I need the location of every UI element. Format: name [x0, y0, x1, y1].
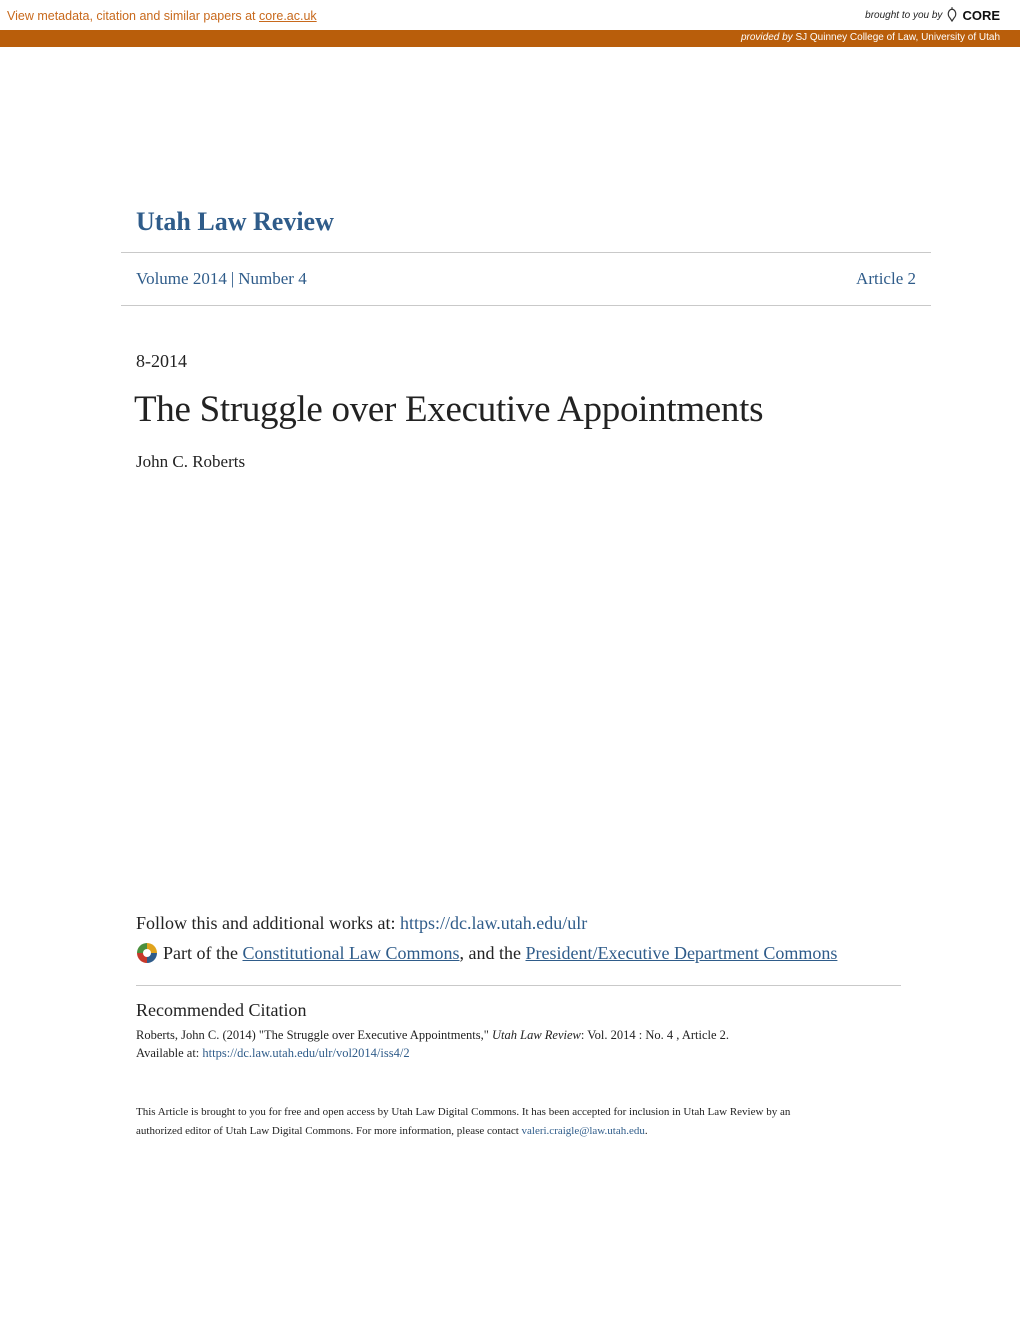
citation-journal: Utah Law Review [492, 1028, 581, 1042]
citation-text: Roberts, John C. (2014) "The Struggle over Executive Appointments," [136, 1028, 489, 1042]
president-executive-commons-link[interactable]: President/Executive Department Commons [525, 942, 838, 963]
footer-contact-text: authorized editor of Utah Law Digital Commons. For more information, please contact [136, 1125, 519, 1137]
divider-top [121, 252, 931, 253]
provided-prefix: provided by [740, 32, 793, 43]
available-label: Available at: [136, 1046, 200, 1060]
volume-separator: | [230, 269, 235, 288]
repository-url-link[interactable]: https://dc.law.utah.edu/ulr [399, 913, 588, 933]
follow-label: Follow this and additional works at: [136, 913, 396, 933]
follow-line [136, 913, 587, 934]
recommended-citation-heading: Recommended Citation [136, 1000, 307, 1020]
footer-line-2 [136, 1125, 881, 1137]
number-link[interactable]: Number 4 [238, 269, 307, 288]
network-commons-icon [136, 942, 158, 964]
core-link[interactable]: core.ac.uk [259, 9, 317, 23]
citation-line [136, 1028, 729, 1043]
and-the-label: , and the [459, 942, 521, 963]
volume-link[interactable]: Volume 2014 [136, 269, 227, 288]
divider-bottom [136, 985, 901, 986]
contact-email-link[interactable]: valeri.craigle@law.utah.edu [521, 1125, 645, 1137]
volume-row [136, 269, 916, 289]
core-metadata-text [7, 9, 317, 23]
available-line [136, 1046, 410, 1061]
publication-date: 8-2014 [136, 351, 187, 371]
brought-label: brought to you by [865, 9, 943, 21]
core-logo-text[interactable]: CORE [962, 7, 1000, 23]
core-banner [0, 0, 1020, 30]
author-name: John C. Roberts [136, 452, 246, 471]
paper-title: The Struggle over Executive Appointments [134, 389, 764, 430]
citation-volume: : Vol. 2014 : No. 4 , Article 2. [580, 1028, 730, 1042]
provider-name: SJ Quinney College of Law, University of Utah [795, 32, 1000, 43]
part-of-label: Part of the [163, 942, 238, 963]
provided-by-text [741, 32, 1000, 43]
constitutional-law-commons-link[interactable]: Constitutional Law Commons [242, 942, 460, 963]
core-logo-icon [945, 7, 959, 23]
footer-period: . [644, 1125, 648, 1137]
divider-middle [121, 305, 931, 306]
article-link[interactable]: Article 2 [856, 269, 916, 288]
brought-to-you [865, 7, 1000, 23]
journal-title[interactable]: Utah Law Review [136, 207, 334, 236]
part-of-line [136, 942, 837, 964]
core-meta-label: View metadata, citation and similar papers at [7, 9, 256, 23]
core-provided-bar [0, 30, 1020, 47]
citation-url-link[interactable]: https://dc.law.utah.edu/ulr/vol2014/iss4/2 [202, 1046, 410, 1060]
footer-line-1: This Article is brought to you for free and open access by Utah Law Digital Commons. It has been accepted for inclusion in Utah Law Review by an [136, 1106, 791, 1118]
